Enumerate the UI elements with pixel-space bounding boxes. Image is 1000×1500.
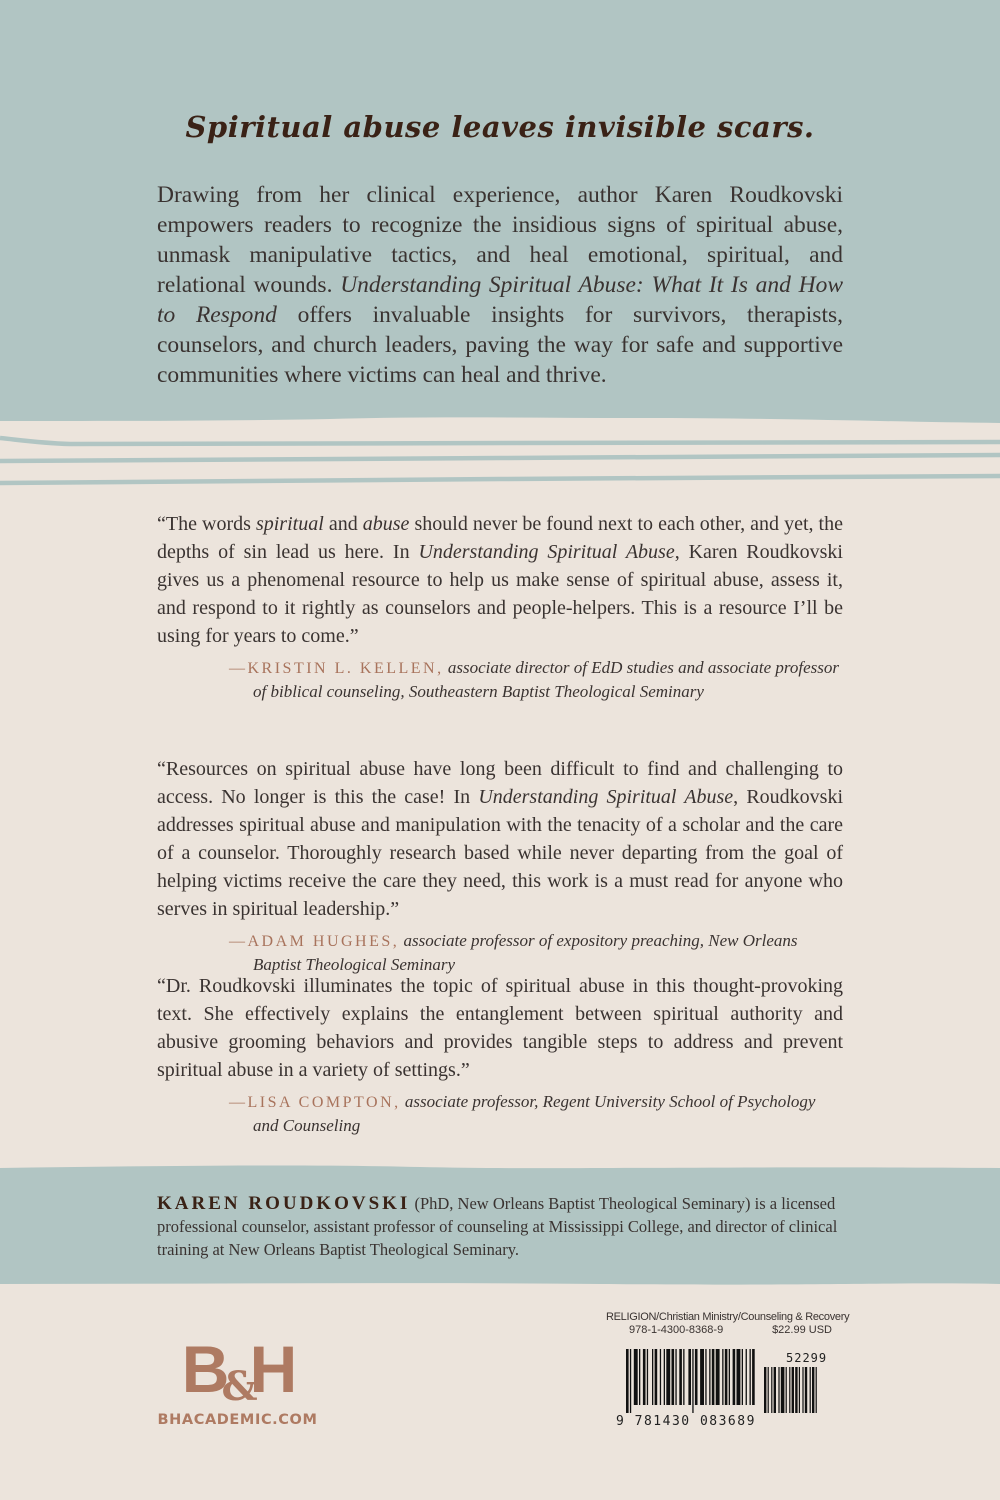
barcode-bar bbox=[709, 1349, 710, 1405]
endorsement-attribution bbox=[193, 656, 843, 703]
publisher-url: BHACADEMIC.COM bbox=[157, 1412, 318, 1428]
quote-italic: Understanding Spiritual Abuse bbox=[478, 786, 734, 808]
endorsement-1 bbox=[157, 510, 843, 703]
endorsement-3 bbox=[157, 972, 843, 1137]
endorser-name: LISA COMPTON, bbox=[247, 1094, 401, 1111]
barcode-addon-bar bbox=[778, 1367, 779, 1413]
quote-text: “Resources on spiritual abuse have long been difficult to find and challenging to access. No longer is this the case! In bbox=[157, 758, 843, 808]
isbn-price-row bbox=[606, 1324, 848, 1336]
attribution-dash: — bbox=[229, 933, 248, 950]
barcode-bar bbox=[639, 1349, 640, 1405]
tagline: Spiritual abuse leaves invisible scars. bbox=[185, 110, 815, 144]
endorsement-2 bbox=[157, 755, 843, 976]
barcode-block bbox=[606, 1311, 850, 1429]
barcode-bar bbox=[750, 1349, 751, 1405]
endorser-name: KRISTIN L. KELLEN, bbox=[247, 660, 444, 677]
quote-text: “Dr. Roudkovski illuminates the topic of spiritual abuse in this thought-provoking text. She effectively explains the entanglement between spiritual authority and abusive grooming behaviors and provides tangible steps to address and prevent spiritual abuse in a variety of settings.” bbox=[157, 975, 843, 1081]
barcode-bar bbox=[647, 1349, 648, 1405]
bh-logo-mark bbox=[155, 1332, 320, 1410]
barcode-bar bbox=[634, 1349, 638, 1405]
barcode-bar bbox=[712, 1349, 715, 1405]
barcode-bar bbox=[652, 1349, 653, 1405]
barcode-addon-bar bbox=[771, 1367, 772, 1413]
barcode-addon-bar bbox=[816, 1367, 817, 1413]
quote-italic: spiritual bbox=[255, 513, 324, 535]
stripe-3 bbox=[0, 476, 1000, 483]
logo-letter-h: H bbox=[249, 1332, 294, 1406]
barcode-addon-bar bbox=[795, 1367, 797, 1413]
barcode-addon-bar bbox=[789, 1367, 790, 1413]
endorser-title: associate director of EdD studies and associate professor of biblical counseling, Southeastern Baptist Theological Seminary bbox=[253, 658, 839, 701]
barcode-bar bbox=[683, 1349, 684, 1405]
barcode-addon-bar bbox=[764, 1367, 766, 1413]
barcode-bar bbox=[630, 1349, 631, 1413]
barcode-bar bbox=[660, 1349, 661, 1405]
quote-italic: abuse bbox=[362, 513, 410, 535]
quote-text: , Karen Roudkovski gives us a phenomenal resource to help us make sense of spiritual abuse, assess it, and respond to it rightly as counselors and people-helpers. This is a resource I’ll be using for years to come.” bbox=[157, 541, 843, 647]
description-text-2: offers invaluable insights for survivors, therapists, counselors, and church leaders, paving the way for safe and supportive communities where victims can heal and thrive. bbox=[157, 302, 843, 388]
publisher-logo bbox=[155, 1332, 320, 1428]
attribution-dash: — bbox=[229, 1094, 248, 1111]
barcode-addon-bar bbox=[786, 1367, 787, 1413]
barcode-bar bbox=[666, 1349, 670, 1405]
barcode-addon-bar bbox=[802, 1367, 803, 1413]
book-description bbox=[157, 180, 843, 390]
stripe-2 bbox=[0, 455, 1000, 461]
barcode-addon-bar bbox=[768, 1367, 769, 1413]
endorsement-quote bbox=[157, 510, 843, 650]
endorsement-attribution bbox=[193, 1090, 843, 1137]
quote-italic: Understanding Spiritual Abuse bbox=[418, 541, 675, 563]
barcode-addon-bar bbox=[774, 1367, 776, 1413]
endorser-title: associate professor of expository preaching, New Orleans Baptist Theological Seminary bbox=[253, 931, 798, 974]
bisac-category: RELIGION/Christian Ministry/Counseling & Recovery bbox=[606, 1311, 850, 1323]
quote-text: and bbox=[323, 513, 363, 535]
barcode-bar bbox=[725, 1349, 728, 1405]
author-bio-text: (PhD, New Orleans Baptist Theological Seminary) is a licensed professional counselor, assistant professor of counseling at Mississippi College, and director of clinical training at New Orleans Baptist Theological Seminary. bbox=[157, 1194, 838, 1259]
quote-text: , Roudkovski addresses spiritual abuse and manipulation with the tenacity of a scholar and the care of a counselor. Thoroughly research based while never departing from the goal of helping victims receive the care they need, this work is a must read for anyone who serves in spiritual leadership.” bbox=[157, 786, 844, 920]
barcode-bar bbox=[733, 1349, 736, 1405]
barcode-bar bbox=[737, 1349, 741, 1405]
attribution-dash: — bbox=[229, 660, 248, 677]
barcode-digits: 9 781430 083689 bbox=[616, 1414, 756, 1429]
quote-text: “The words bbox=[157, 513, 256, 535]
barcode-addon-bar bbox=[799, 1367, 800, 1413]
barcode-bar bbox=[752, 1349, 755, 1405]
barcode-addon-bar bbox=[781, 1367, 785, 1413]
stripe-1 bbox=[0, 438, 1000, 444]
author-bio bbox=[157, 1192, 847, 1261]
barcode-bar bbox=[688, 1349, 691, 1405]
barcode-bar bbox=[700, 1349, 704, 1405]
barcode-bar bbox=[626, 1349, 629, 1413]
logo-letter-b: B bbox=[181, 1332, 226, 1406]
endorsement-quote bbox=[157, 972, 843, 1084]
barcode-bar bbox=[679, 1349, 682, 1405]
barcode-addon-bar bbox=[805, 1367, 807, 1413]
description-book-title: Understanding Spiritual Abuse: What It Is and How to Respond bbox=[157, 272, 844, 328]
barcode-bar bbox=[729, 1349, 730, 1405]
isbn: 978-1-4300-8368-9 bbox=[629, 1324, 724, 1336]
barcode-bar bbox=[705, 1349, 706, 1405]
endorser-title: associate professor, Regent University School of Psychology and Counseling bbox=[253, 1092, 816, 1135]
author-name: KAREN ROUDKOVSKI bbox=[157, 1193, 411, 1214]
barcode-bar bbox=[692, 1349, 693, 1413]
barcode-bar bbox=[716, 1349, 720, 1405]
endorsement-attribution bbox=[193, 929, 843, 976]
quote-text: should never be found next to each other, and yet, the depths of sin lead us here. In bbox=[157, 513, 843, 563]
logo-ampersand: & bbox=[221, 1363, 254, 1410]
decorative-stripes bbox=[0, 400, 1000, 490]
barcode-bar bbox=[742, 1349, 743, 1405]
barcode-bar bbox=[722, 1349, 723, 1405]
barcode-bar bbox=[695, 1349, 698, 1405]
description-text-1: Drawing from her clinical experience, author Karen Roudkovski empowers readers to recognize the insidious signs of spiritual abuse, unmask manipulative tactics, and heal emotional, spiritual, and relational wounds. bbox=[157, 182, 843, 298]
price: $22.99 USD bbox=[772, 1324, 832, 1336]
barcode-bar bbox=[672, 1349, 675, 1405]
endorser-name: ADAM HUGHES, bbox=[247, 933, 400, 950]
endorsement-quote bbox=[157, 755, 843, 923]
barcode-addon-digits: 52299 bbox=[786, 1351, 828, 1365]
barcode-bar bbox=[675, 1349, 676, 1405]
barcode-addon-bar bbox=[812, 1367, 814, 1413]
barcode-bar bbox=[643, 1349, 646, 1405]
barcode-addon-bar bbox=[810, 1367, 811, 1413]
barcode-bar bbox=[746, 1349, 747, 1405]
barcode-bar bbox=[664, 1349, 665, 1405]
barcode-bar bbox=[655, 1349, 658, 1405]
barcode-addon-bar bbox=[792, 1367, 794, 1413]
